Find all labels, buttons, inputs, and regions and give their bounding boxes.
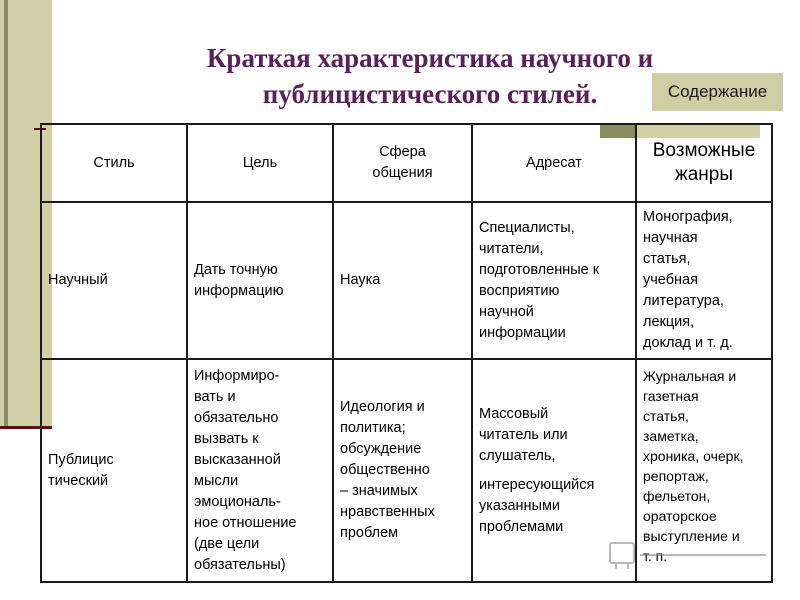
row-2-sphere <box>333 359 472 582</box>
cell-line: указанными <box>479 497 561 514</box>
row-2-goal <box>187 359 333 582</box>
cell-line: выступление и <box>643 528 740 544</box>
header-sphere: Сфера общения <box>333 124 472 202</box>
cell-line: интересующийся <box>479 476 595 493</box>
row-1-style <box>41 202 187 359</box>
comparison-table <box>40 123 773 583</box>
cell-line: репортаж, <box>643 468 709 484</box>
cell-line: (две цели <box>194 535 260 552</box>
cell-line: научной <box>479 303 534 320</box>
cell-line: восприятию <box>479 282 560 299</box>
cell-line: высказанной <box>194 451 281 468</box>
cell-line: Дать точную <box>194 261 278 278</box>
cell-line: тический <box>48 472 109 489</box>
cell-line: Публицис <box>48 451 114 468</box>
cell-line: научная <box>643 230 698 246</box>
row-2-style <box>41 359 187 582</box>
cell-line <box>479 467 629 475</box>
cell-line: т. п. <box>643 548 668 564</box>
cell-line: обязательно <box>194 409 279 426</box>
cell-line: Информиро- <box>194 367 280 384</box>
cell-line: ораторское <box>643 508 717 524</box>
cell-line: мысли <box>194 472 239 489</box>
slide-title-line-1: Краткая характеристика научного и <box>206 43 654 73</box>
watermark-logo <box>606 535 771 571</box>
row-1-genres <box>636 202 772 359</box>
cell-line: доклад и т. д. <box>643 335 733 351</box>
header-addressee: Адресат <box>472 124 636 202</box>
cell-line: слушатель, <box>479 447 556 464</box>
cell-line: статья, <box>643 408 689 424</box>
cell-line: Монография, <box>643 209 733 225</box>
row-1-goal <box>187 202 333 359</box>
cell-line: Массовый <box>479 405 549 422</box>
cell-line: читатель или <box>479 426 568 443</box>
cell-line: эмоциональ- <box>194 493 281 510</box>
cell-line: Специалисты, <box>479 219 575 236</box>
table-header-row <box>41 124 772 202</box>
cell-line: обсуждение <box>340 441 422 457</box>
cell-line: хроника, очерк, <box>643 448 744 464</box>
header-genres: Возможные жанры <box>636 124 772 202</box>
cell-line: Наука <box>340 272 381 288</box>
cell-line: обязательны) <box>194 556 286 573</box>
row-1-sphere <box>333 202 472 359</box>
cell-line: проблемами <box>479 518 564 535</box>
cell-line: политика; <box>340 420 406 436</box>
contents-button[interactable]: Содержание <box>652 73 783 111</box>
slide-title-line-2: публицистического стилей. <box>262 79 598 109</box>
cell-line: Научный <box>48 272 108 288</box>
cell-line: читатели, <box>479 240 544 257</box>
cell-line: подготовленные к <box>479 261 600 278</box>
cell-line: ное отношение <box>194 514 297 531</box>
cell-line: общественно <box>340 462 430 478</box>
cell-line: информации <box>479 324 566 341</box>
header-style: Стиль <box>41 124 187 202</box>
cell-line: фельетон, <box>643 488 711 504</box>
cell-line: вызвать к <box>194 430 259 447</box>
cell-line: проблем <box>340 525 399 541</box>
row-1-addressee <box>472 202 636 359</box>
decorative-vertical-rule <box>4 0 8 428</box>
cell-line: статья, <box>643 251 691 267</box>
cell-line: Идеология и <box>340 399 425 415</box>
cell-line: заметка, <box>643 428 699 444</box>
slide-title <box>140 40 720 112</box>
cell-line: лекция, <box>643 314 695 330</box>
cell-line: нравственных <box>340 504 435 520</box>
cell-line: газетная <box>643 388 699 404</box>
cell-line: – значимых <box>340 483 418 499</box>
cell-line: литература, <box>643 293 724 309</box>
cell-line: вать и <box>194 388 236 405</box>
cell-line: Журнальная и <box>643 368 737 384</box>
header-goal: Цель <box>187 124 333 202</box>
cell-line: учебная <box>643 272 698 288</box>
table-row <box>41 202 772 359</box>
cell-line: информацию <box>194 282 284 299</box>
